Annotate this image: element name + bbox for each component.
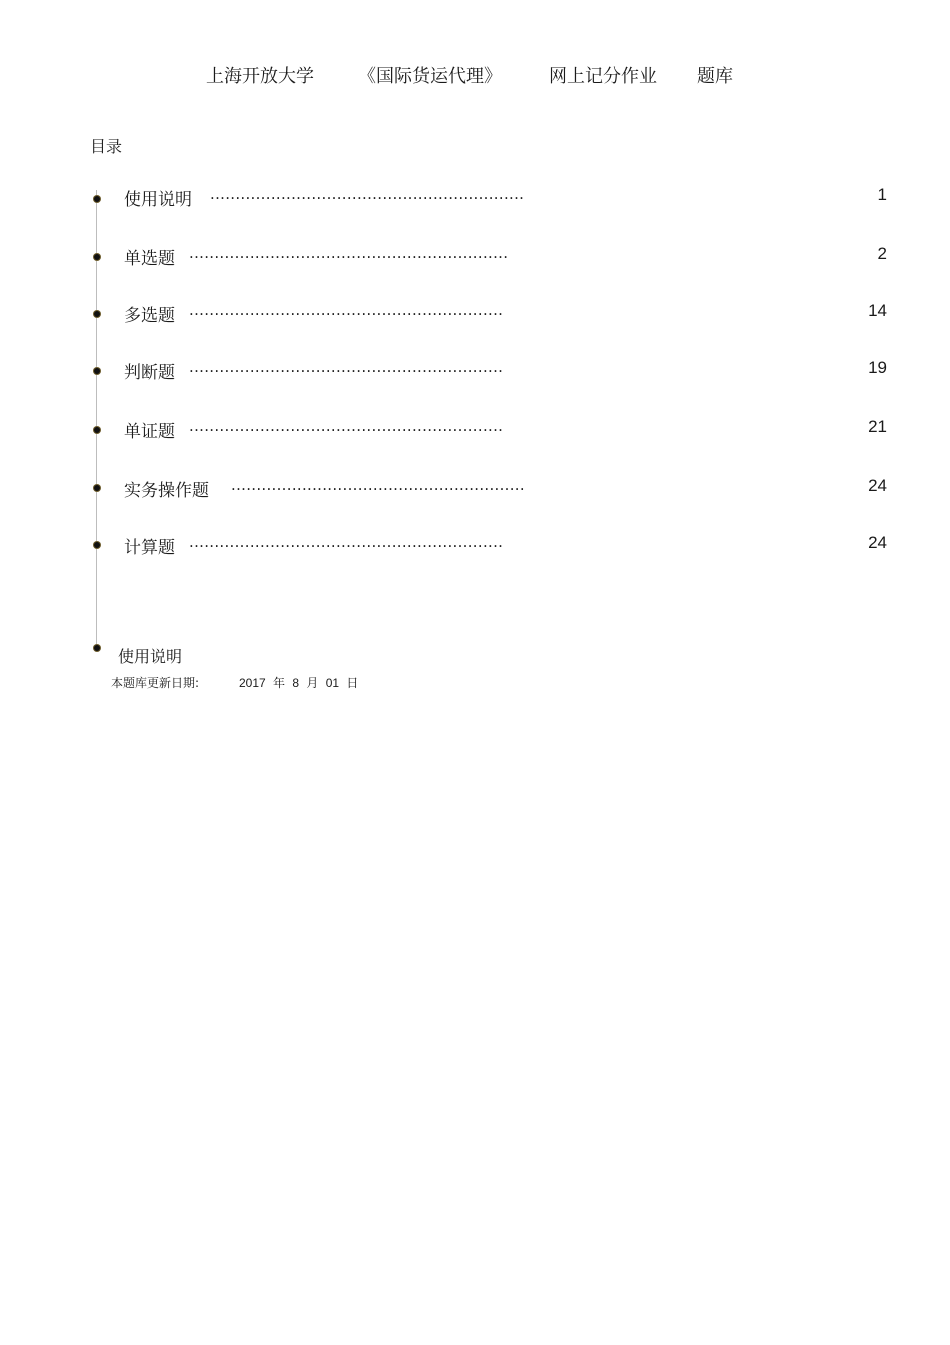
toc-entry-instructions[interactable] — [0, 185, 950, 215]
toc-page-number: 24 — [868, 533, 887, 552]
toc-leader-dots: .............................................................. — [189, 301, 504, 319]
toc-entry-practical[interactable] — [0, 476, 950, 506]
toc-entry-label: 单证题 — [124, 422, 175, 442]
toc-page-number: 24 — [868, 476, 887, 495]
bullet-icon — [94, 542, 100, 548]
bullet-icon — [94, 254, 100, 260]
toc-page-number: 21 — [868, 417, 887, 436]
toc-entry-multiple-choice[interactable] — [0, 301, 950, 331]
toc-entry-true-false[interactable] — [0, 358, 950, 388]
toc-leader-dots: .............................................................. — [189, 417, 504, 435]
document-title — [0, 62, 950, 92]
section-heading-instructions: 使用说明 — [118, 647, 183, 666]
toc-heading: 目录 — [90, 137, 123, 156]
toc-entry-label: 多选题 — [124, 306, 175, 326]
toc-entry-label: 实务操作题 — [124, 481, 209, 501]
bullet-icon — [94, 645, 100, 651]
bullet-icon — [94, 485, 100, 491]
toc-entry-calculation[interactable] — [0, 533, 950, 563]
title-course: 《国际货运代理》 — [358, 66, 502, 87]
bullet-icon — [94, 427, 100, 433]
title-university: 上海开放大学 — [206, 66, 314, 87]
bullet-icon — [94, 311, 100, 317]
toc-page-number: 2 — [877, 244, 887, 263]
update-date: 2017 年 8 月 01 日 — [239, 676, 359, 690]
toc-entry-single-choice[interactable] — [0, 244, 950, 274]
title-bank: 题库 — [697, 66, 733, 87]
toc-entry-label: 使用说明 — [124, 190, 192, 210]
toc-leader-dots: .............................................................. — [189, 358, 504, 376]
title-assignment: 网上记分作业 — [549, 66, 657, 87]
toc-page-number: 14 — [868, 301, 887, 320]
toc-leader-dots: .............................................................. — [189, 533, 504, 551]
toc-leader-dots: .............................................................. — [210, 185, 525, 203]
toc-leader-dots: ............................................................... — [189, 244, 509, 262]
toc-leader-dots: .......................................................... — [231, 476, 525, 494]
bullet-icon — [94, 368, 100, 374]
update-info — [111, 674, 359, 691]
bullet-icon — [94, 196, 100, 202]
update-label: 本题库更新日期: — [111, 676, 200, 690]
toc-entry-label: 判断题 — [124, 363, 175, 383]
toc-page-number: 19 — [868, 358, 887, 377]
toc-entry-documents[interactable] — [0, 417, 950, 447]
toc-entry-label: 计算题 — [124, 538, 175, 558]
toc-page-number: 1 — [877, 185, 887, 204]
toc-entry-label: 单选题 — [124, 249, 175, 269]
